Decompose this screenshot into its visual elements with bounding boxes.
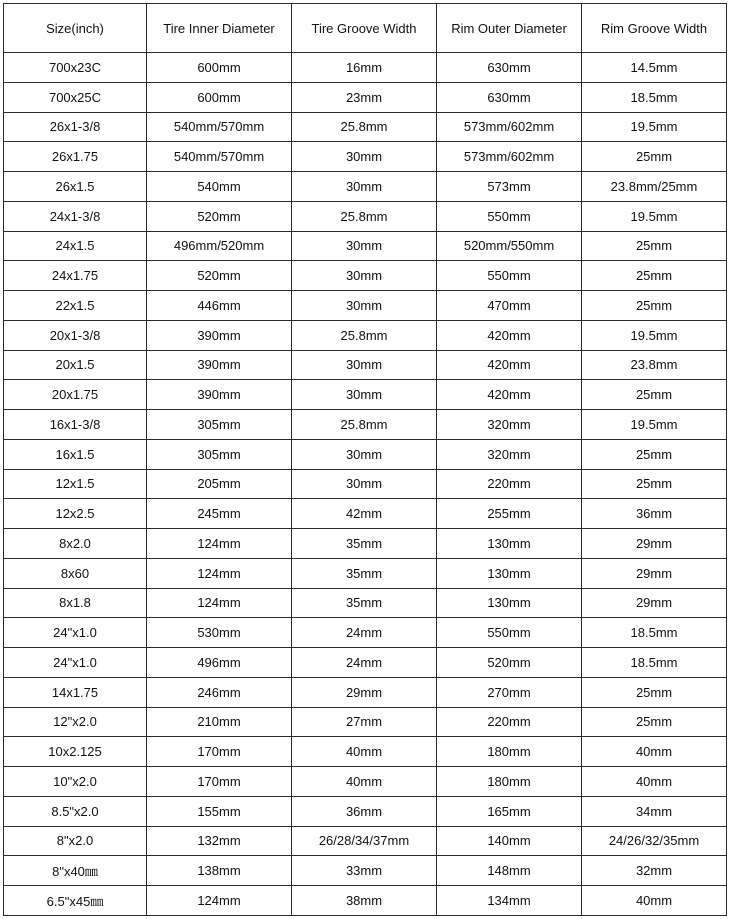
- table-row: [4, 439, 727, 469]
- cell-tire-inner-diameter: 245mm: [147, 499, 292, 529]
- cell-tire-inner-diameter: 210mm: [147, 707, 292, 737]
- cell-rim-groove-width: 23.8mm/25mm: [582, 172, 727, 202]
- cell-tire-groove-width: 33mm: [292, 856, 437, 886]
- table-row: [4, 588, 727, 618]
- cell-rim-groove-width: 23.8mm: [582, 350, 727, 380]
- header-rim-outer-diameter: Rim Outer Diameter: [437, 4, 582, 53]
- cell-tire-groove-width: 30mm: [292, 439, 437, 469]
- table-row: [4, 796, 727, 826]
- table-row: [4, 82, 727, 112]
- cell-rim-groove-width: 25mm: [582, 261, 727, 291]
- cell-rim-groove-width: 40mm: [582, 767, 727, 797]
- cell-rim-outer-diameter: 550mm: [437, 261, 582, 291]
- cell-rim-outer-diameter: 130mm: [437, 588, 582, 618]
- cell-rim-outer-diameter: 520mm: [437, 648, 582, 678]
- table-row: [4, 291, 727, 321]
- cell-tire-groove-width: 30mm: [292, 231, 437, 261]
- cell-rim-groove-width: 19.5mm: [582, 112, 727, 142]
- cell-tire-inner-diameter: 305mm: [147, 439, 292, 469]
- table-row: [4, 677, 727, 707]
- cell-size: 14x1.75: [4, 677, 147, 707]
- table-row: [4, 529, 727, 559]
- cell-tire-groove-width: 29mm: [292, 677, 437, 707]
- cell-rim-groove-width: 40mm: [582, 886, 727, 916]
- cell-tire-groove-width: 16mm: [292, 53, 437, 83]
- cell-tire-groove-width: 35mm: [292, 529, 437, 559]
- cell-size: 24"x1.0: [4, 618, 147, 648]
- cell-rim-outer-diameter: 420mm: [437, 350, 582, 380]
- cell-rim-outer-diameter: 255mm: [437, 499, 582, 529]
- cell-size: 8x2.0: [4, 529, 147, 559]
- cell-size: 700x25C: [4, 82, 147, 112]
- cell-tire-groove-width: 30mm: [292, 469, 437, 499]
- cell-rim-groove-width: 25mm: [582, 142, 727, 172]
- cell-size: 16x1-3/8: [4, 410, 147, 440]
- table-row: [4, 142, 727, 172]
- cell-rim-groove-width: 25mm: [582, 677, 727, 707]
- cell-tire-inner-diameter: 170mm: [147, 767, 292, 797]
- cell-rim-outer-diameter: 220mm: [437, 707, 582, 737]
- cell-rim-outer-diameter: 220mm: [437, 469, 582, 499]
- cell-tire-groove-width: 27mm: [292, 707, 437, 737]
- cell-tire-groove-width: 42mm: [292, 499, 437, 529]
- cell-rim-outer-diameter: 420mm: [437, 320, 582, 350]
- cell-rim-groove-width: 19.5mm: [582, 201, 727, 231]
- cell-size: 12x1.5: [4, 469, 147, 499]
- cell-size: 24x1-3/8: [4, 201, 147, 231]
- cell-rim-groove-width: 24/26/32/35mm: [582, 826, 727, 856]
- table-row: [4, 469, 727, 499]
- cell-tire-inner-diameter: 540mm/570mm: [147, 142, 292, 172]
- cell-tire-groove-width: 25.8mm: [292, 410, 437, 440]
- cell-tire-inner-diameter: 496mm: [147, 648, 292, 678]
- cell-rim-groove-width: 25mm: [582, 469, 727, 499]
- table-row: [4, 826, 727, 856]
- table-row: [4, 499, 727, 529]
- cell-rim-groove-width: 18.5mm: [582, 618, 727, 648]
- cell-tire-inner-diameter: 530mm: [147, 618, 292, 648]
- cell-size: 24"x1.0: [4, 648, 147, 678]
- cell-rim-groove-width: 25mm: [582, 380, 727, 410]
- cell-rim-groove-width: 19.5mm: [582, 320, 727, 350]
- table-row: [4, 350, 727, 380]
- header-tire-groove-width: Tire Groove Width: [292, 4, 437, 53]
- cell-tire-groove-width: 35mm: [292, 558, 437, 588]
- cell-tire-inner-diameter: 155mm: [147, 796, 292, 826]
- cell-tire-groove-width: 23mm: [292, 82, 437, 112]
- cell-rim-groove-width: 19.5mm: [582, 410, 727, 440]
- cell-tire-groove-width: 26/28/34/37mm: [292, 826, 437, 856]
- table-row: [4, 231, 727, 261]
- cell-size: 8.5"x2.0: [4, 796, 147, 826]
- cell-tire-groove-width: 25.8mm: [292, 320, 437, 350]
- cell-size: 10x2.125: [4, 737, 147, 767]
- header-tire-inner-diameter: Tire Inner Diameter: [147, 4, 292, 53]
- tire-size-table: [3, 3, 727, 916]
- table-row: [4, 737, 727, 767]
- cell-rim-groove-width: 29mm: [582, 529, 727, 559]
- cell-size: 700x23C: [4, 53, 147, 83]
- cell-rim-outer-diameter: 573mm/602mm: [437, 142, 582, 172]
- cell-size: 6.5"x45㎜: [4, 886, 147, 916]
- cell-rim-groove-width: 29mm: [582, 558, 727, 588]
- cell-tire-inner-diameter: 246mm: [147, 677, 292, 707]
- table-row: [4, 380, 727, 410]
- cell-rim-outer-diameter: 550mm: [437, 618, 582, 648]
- cell-tire-inner-diameter: 390mm: [147, 320, 292, 350]
- cell-tire-groove-width: 36mm: [292, 796, 437, 826]
- cell-size: 20x1.75: [4, 380, 147, 410]
- cell-rim-groove-width: 25mm: [582, 291, 727, 321]
- table-row: [4, 856, 727, 886]
- cell-tire-inner-diameter: 170mm: [147, 737, 292, 767]
- cell-rim-outer-diameter: 134mm: [437, 886, 582, 916]
- cell-rim-outer-diameter: 140mm: [437, 826, 582, 856]
- cell-rim-outer-diameter: 470mm: [437, 291, 582, 321]
- cell-size: 10"x2.0: [4, 767, 147, 797]
- cell-tire-inner-diameter: 124mm: [147, 529, 292, 559]
- cell-tire-inner-diameter: 600mm: [147, 82, 292, 112]
- table-row: [4, 886, 727, 916]
- cell-rim-outer-diameter: 320mm: [437, 410, 582, 440]
- cell-rim-groove-width: 18.5mm: [582, 648, 727, 678]
- cell-size: 8x60: [4, 558, 147, 588]
- table-row: [4, 410, 727, 440]
- cell-rim-outer-diameter: 130mm: [437, 558, 582, 588]
- cell-tire-groove-width: 40mm: [292, 737, 437, 767]
- cell-size: 20x1-3/8: [4, 320, 147, 350]
- header-row: [4, 4, 727, 53]
- table-row: [4, 618, 727, 648]
- cell-rim-outer-diameter: 420mm: [437, 380, 582, 410]
- cell-tire-inner-diameter: 124mm: [147, 588, 292, 618]
- cell-tire-inner-diameter: 390mm: [147, 350, 292, 380]
- cell-rim-groove-width: 18.5mm: [582, 82, 727, 112]
- cell-tire-groove-width: 25.8mm: [292, 112, 437, 142]
- table-row: [4, 53, 727, 83]
- cell-tire-inner-diameter: 138mm: [147, 856, 292, 886]
- cell-tire-groove-width: 30mm: [292, 350, 437, 380]
- cell-tire-groove-width: 40mm: [292, 767, 437, 797]
- cell-tire-groove-width: 30mm: [292, 172, 437, 202]
- table-row: [4, 112, 727, 142]
- table-row: [4, 172, 727, 202]
- cell-rim-groove-width: 32mm: [582, 856, 727, 886]
- cell-tire-inner-diameter: 124mm: [147, 558, 292, 588]
- cell-tire-groove-width: 35mm: [292, 588, 437, 618]
- cell-tire-groove-width: 38mm: [292, 886, 437, 916]
- table-row: [4, 320, 727, 350]
- cell-size: 8"x2.0: [4, 826, 147, 856]
- cell-size: 26x1.5: [4, 172, 147, 202]
- cell-rim-outer-diameter: 270mm: [437, 677, 582, 707]
- table-body: [4, 53, 727, 916]
- cell-rim-outer-diameter: 573mm: [437, 172, 582, 202]
- cell-rim-outer-diameter: 320mm: [437, 439, 582, 469]
- cell-size: 22x1.5: [4, 291, 147, 321]
- cell-rim-outer-diameter: 550mm: [437, 201, 582, 231]
- cell-tire-inner-diameter: 205mm: [147, 469, 292, 499]
- table-row: [4, 261, 727, 291]
- table-row: [4, 767, 727, 797]
- cell-size: 26x1.75: [4, 142, 147, 172]
- cell-size: 12"x2.0: [4, 707, 147, 737]
- cell-rim-outer-diameter: 148mm: [437, 856, 582, 886]
- cell-rim-groove-width: 34mm: [582, 796, 727, 826]
- header-size: Size(inch): [4, 4, 147, 53]
- cell-tire-groove-width: 30mm: [292, 380, 437, 410]
- cell-rim-groove-width: 40mm: [582, 737, 727, 767]
- cell-tire-groove-width: 30mm: [292, 142, 437, 172]
- cell-tire-inner-diameter: 540mm: [147, 172, 292, 202]
- cell-size: 12x2.5: [4, 499, 147, 529]
- cell-size: 26x1-3/8: [4, 112, 147, 142]
- cell-rim-outer-diameter: 180mm: [437, 767, 582, 797]
- cell-size: 24x1.5: [4, 231, 147, 261]
- cell-rim-outer-diameter: 180mm: [437, 737, 582, 767]
- cell-tire-inner-diameter: 520mm: [147, 201, 292, 231]
- cell-size: 8"x40㎜: [4, 856, 147, 886]
- cell-rim-outer-diameter: 130mm: [437, 529, 582, 559]
- cell-rim-outer-diameter: 573mm/602mm: [437, 112, 582, 142]
- cell-tire-inner-diameter: 496mm/520mm: [147, 231, 292, 261]
- cell-tire-inner-diameter: 390mm: [147, 380, 292, 410]
- cell-tire-inner-diameter: 132mm: [147, 826, 292, 856]
- table-row: [4, 558, 727, 588]
- cell-rim-groove-width: 36mm: [582, 499, 727, 529]
- cell-tire-inner-diameter: 520mm: [147, 261, 292, 291]
- header-rim-groove-width: Rim Groove Width: [582, 4, 727, 53]
- cell-tire-groove-width: 30mm: [292, 291, 437, 321]
- cell-tire-groove-width: 30mm: [292, 261, 437, 291]
- cell-tire-groove-width: 24mm: [292, 648, 437, 678]
- cell-rim-groove-width: 25mm: [582, 707, 727, 737]
- cell-rim-groove-width: 14.5mm: [582, 53, 727, 83]
- table-row: [4, 201, 727, 231]
- cell-tire-inner-diameter: 600mm: [147, 53, 292, 83]
- cell-rim-outer-diameter: 630mm: [437, 82, 582, 112]
- cell-rim-groove-width: 29mm: [582, 588, 727, 618]
- cell-rim-outer-diameter: 165mm: [437, 796, 582, 826]
- cell-size: 20x1.5: [4, 350, 147, 380]
- cell-tire-inner-diameter: 540mm/570mm: [147, 112, 292, 142]
- cell-size: 16x1.5: [4, 439, 147, 469]
- cell-tire-inner-diameter: 305mm: [147, 410, 292, 440]
- cell-tire-inner-diameter: 124mm: [147, 886, 292, 916]
- cell-size: 8x1.8: [4, 588, 147, 618]
- cell-size: 24x1.75: [4, 261, 147, 291]
- cell-rim-outer-diameter: 630mm: [437, 53, 582, 83]
- cell-rim-groove-width: 25mm: [582, 439, 727, 469]
- table-row: [4, 707, 727, 737]
- cell-tire-inner-diameter: 446mm: [147, 291, 292, 321]
- cell-tire-groove-width: 24mm: [292, 618, 437, 648]
- table-row: [4, 648, 727, 678]
- cell-tire-groove-width: 25.8mm: [292, 201, 437, 231]
- cell-rim-groove-width: 25mm: [582, 231, 727, 261]
- cell-rim-outer-diameter: 520mm/550mm: [437, 231, 582, 261]
